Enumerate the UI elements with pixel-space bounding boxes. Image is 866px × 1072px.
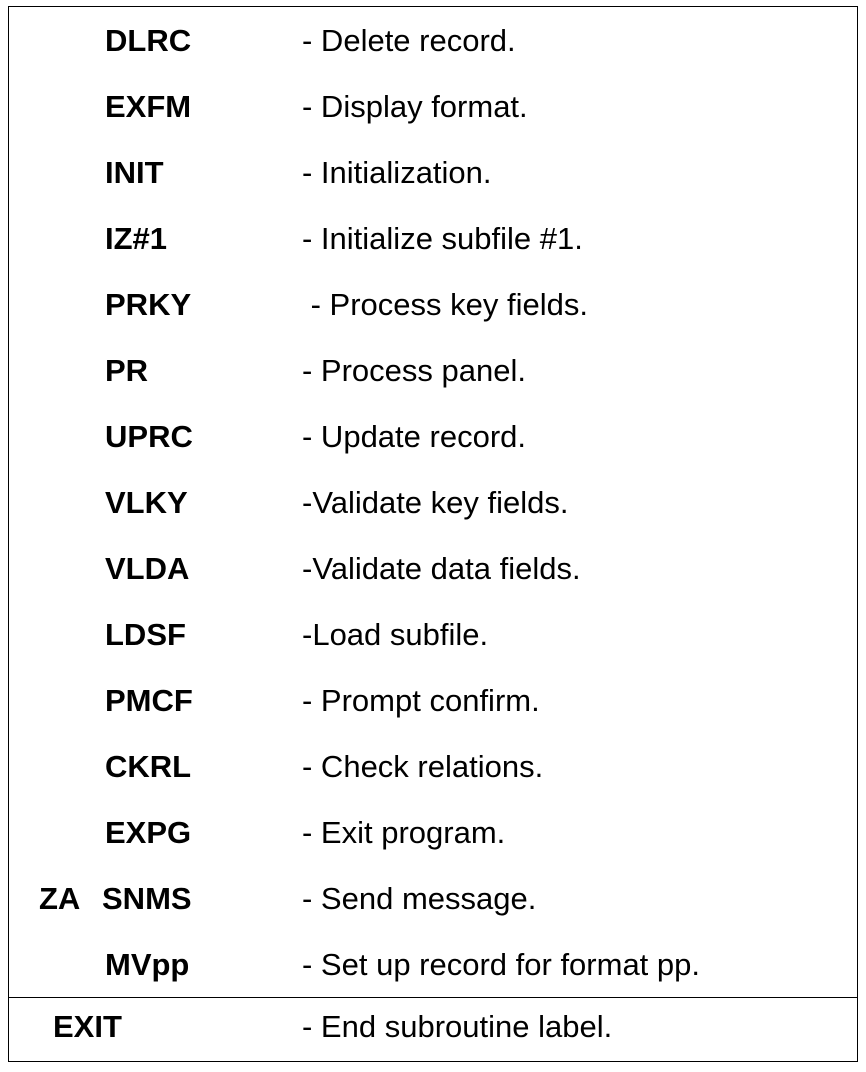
row-code: INIT bbox=[105, 155, 164, 190]
row-description: - Initialize subfile #1. bbox=[302, 221, 583, 256]
row-code: CKRL bbox=[105, 749, 192, 784]
row-code: EXPG bbox=[105, 815, 192, 850]
row-description: - Set up record for format pp. bbox=[302, 947, 701, 982]
table-row bbox=[9, 945, 857, 985]
row-code: UPRC bbox=[105, 419, 193, 454]
row-description: - Process panel. bbox=[302, 353, 526, 388]
row-code: PMCF bbox=[105, 683, 193, 718]
row-code: MVpp bbox=[105, 947, 190, 982]
table-row bbox=[9, 813, 857, 853]
row-code: PR bbox=[105, 353, 149, 388]
row-code: PRKY bbox=[105, 287, 192, 322]
row-description: - Delete record. bbox=[302, 23, 516, 58]
table-row bbox=[9, 681, 857, 721]
row-description: - Update record. bbox=[302, 419, 526, 454]
row-code: DLRC bbox=[105, 23, 192, 58]
table-row bbox=[9, 285, 857, 325]
row-description: - Initialization. bbox=[302, 155, 492, 190]
footer-code: EXIT bbox=[53, 1009, 122, 1044]
row-description: - Prompt confirm. bbox=[302, 683, 540, 718]
row-description: -Validate data fields. bbox=[302, 551, 581, 586]
row-description: - Exit program. bbox=[302, 815, 506, 850]
row-prefix: ZA bbox=[39, 881, 81, 916]
footer-description: - End subroutine label. bbox=[302, 1009, 613, 1044]
table-row bbox=[9, 351, 857, 391]
table-row bbox=[9, 615, 857, 655]
footer-row bbox=[9, 1007, 857, 1047]
table-row bbox=[9, 483, 857, 523]
row-code: EXFM bbox=[105, 89, 192, 124]
row-code: SNMS bbox=[102, 881, 192, 916]
table-row bbox=[9, 747, 857, 787]
table-row bbox=[9, 549, 857, 589]
table-row bbox=[9, 87, 857, 127]
table-row bbox=[9, 417, 857, 457]
row-description: - Process key fields. bbox=[302, 287, 588, 322]
row-code: VLKY bbox=[105, 485, 188, 520]
row-description: - Check relations. bbox=[302, 749, 544, 784]
row-description: - Send message. bbox=[302, 881, 537, 916]
table-row bbox=[9, 219, 857, 259]
row-code: LDSF bbox=[105, 617, 186, 652]
subroutine-table bbox=[8, 6, 858, 1062]
table-row bbox=[9, 879, 857, 919]
row-description: - Display format. bbox=[302, 89, 528, 124]
row-divider bbox=[9, 997, 857, 998]
row-code: IZ#1 bbox=[105, 221, 168, 256]
row-description: -Validate key fields. bbox=[302, 485, 569, 520]
row-code: VLDA bbox=[105, 551, 190, 586]
table-row bbox=[9, 21, 857, 61]
row-description: -Load subfile. bbox=[302, 617, 489, 652]
table-row bbox=[9, 153, 857, 193]
